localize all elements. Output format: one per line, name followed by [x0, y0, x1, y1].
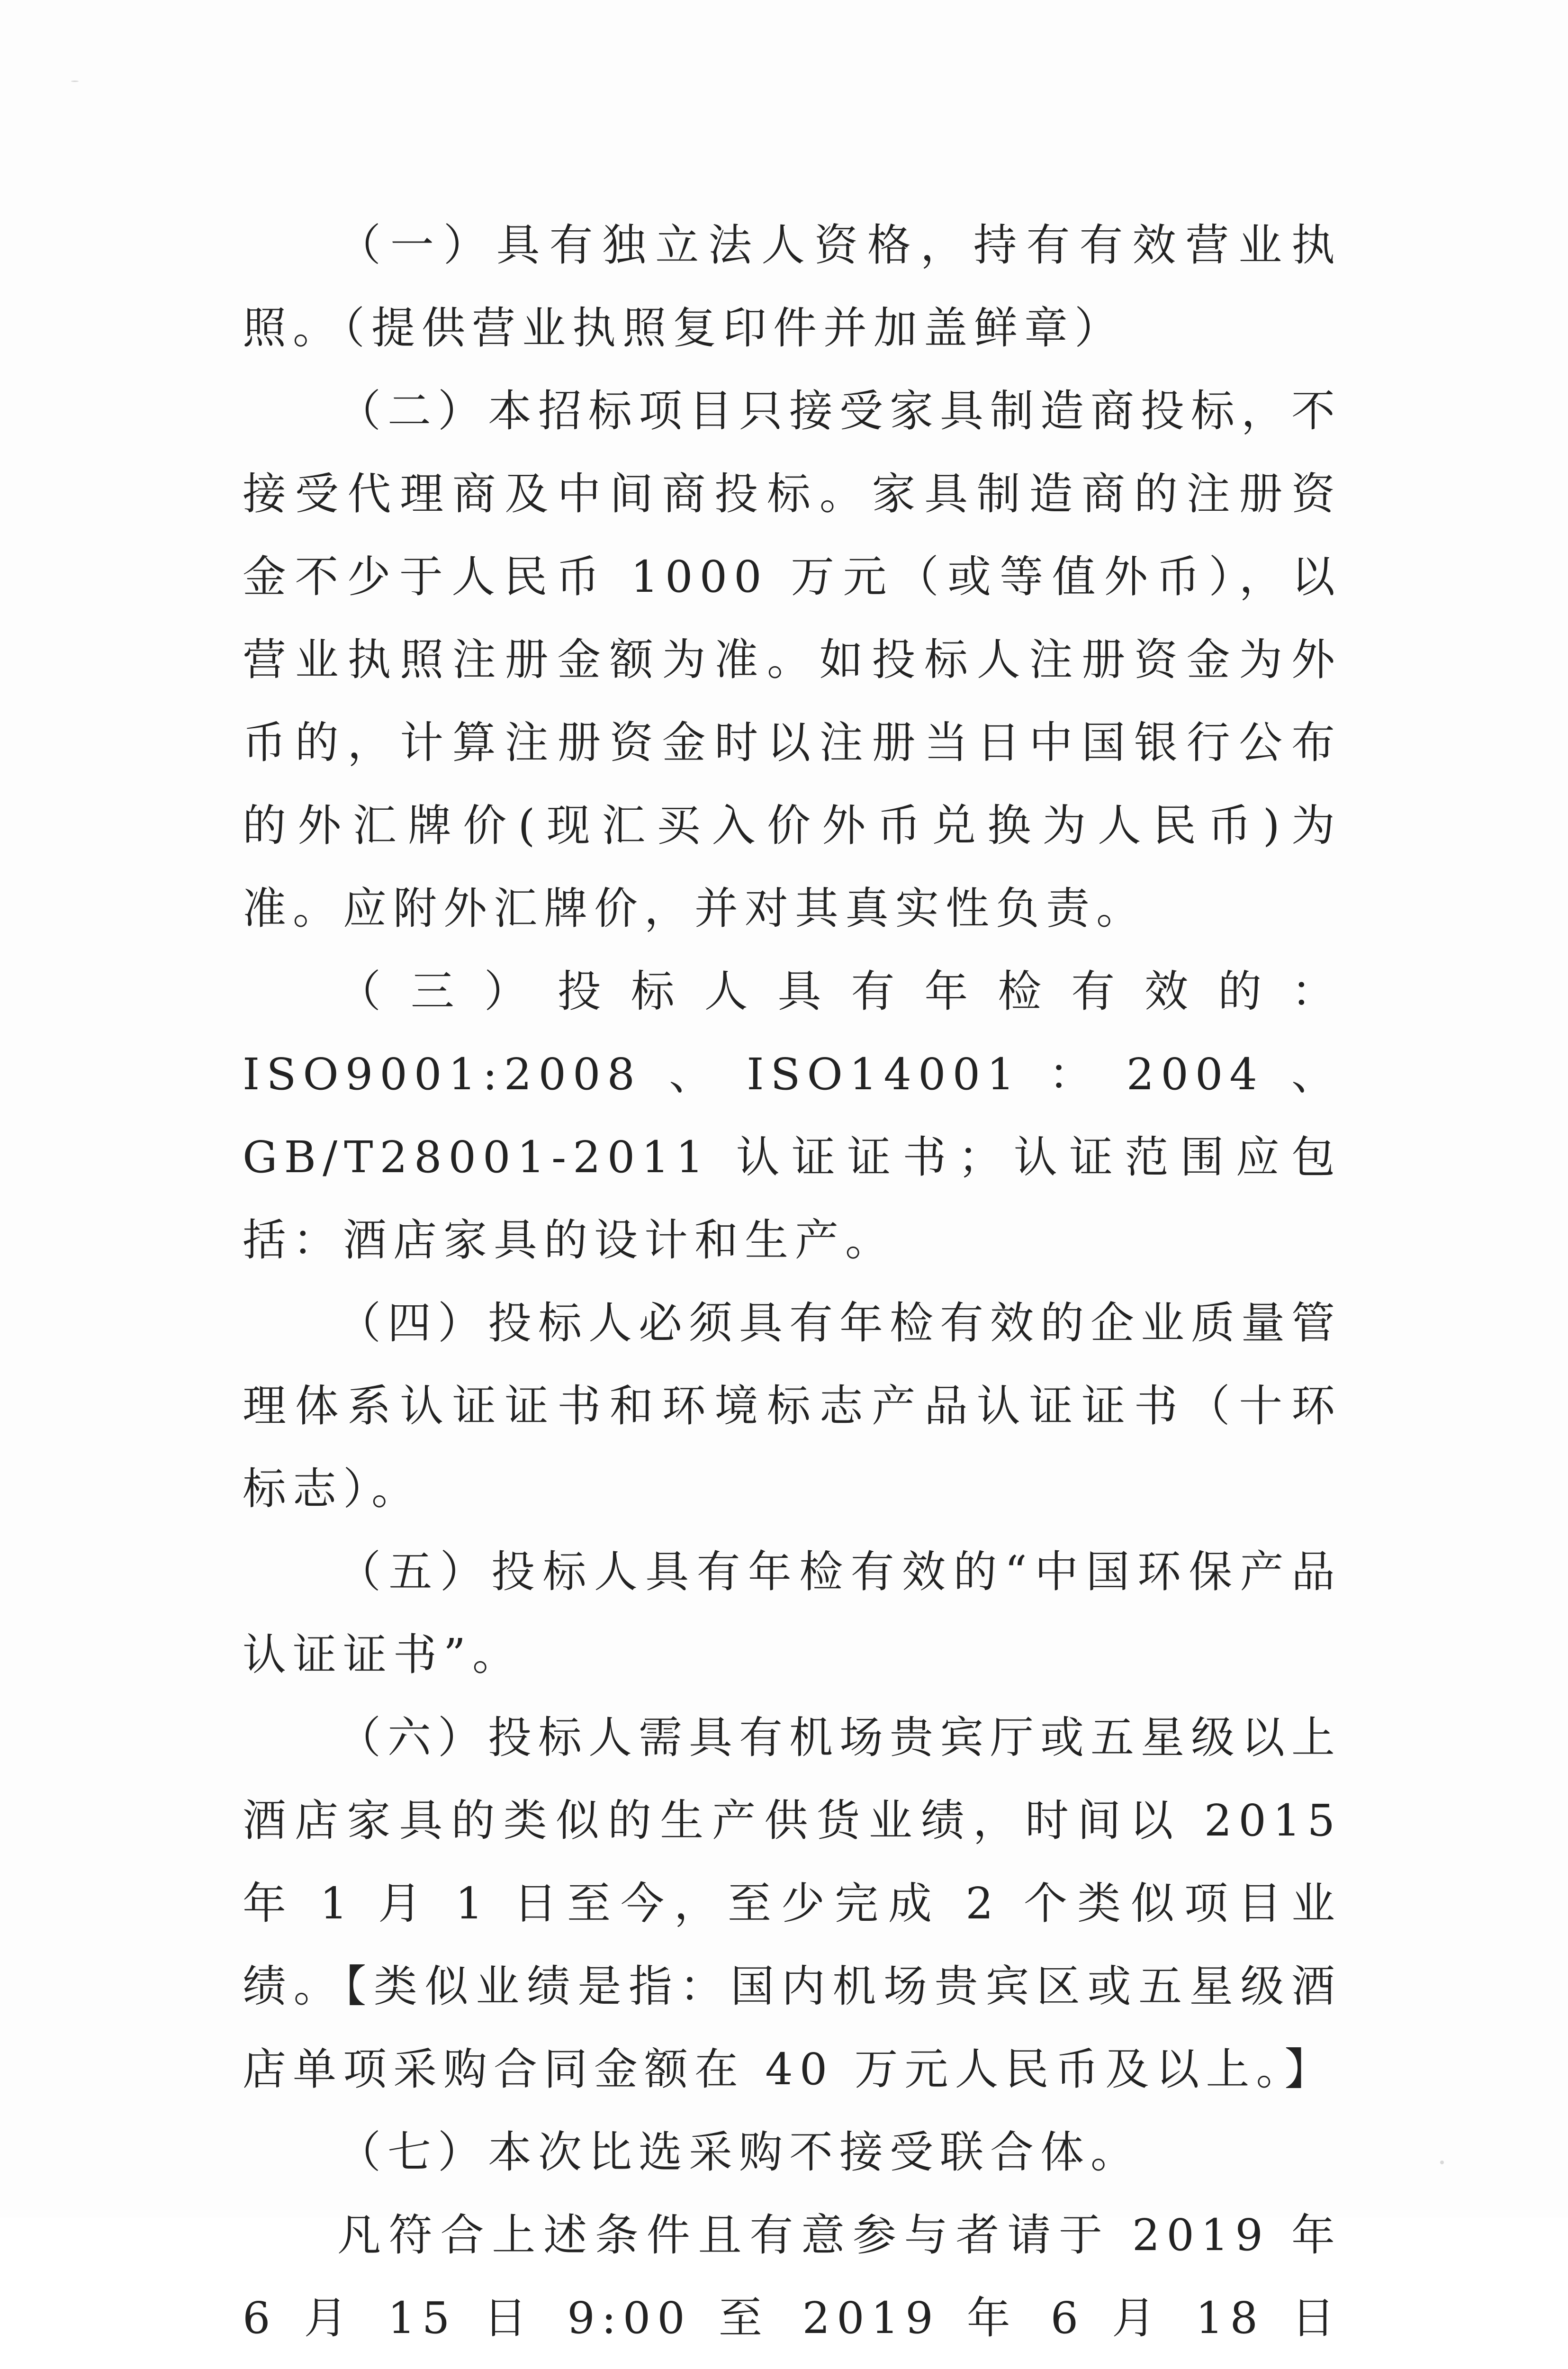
paragraph-qualification-1: （一）具有独立法人资格，持有有效营业执照。（提供营业执照复印件并加盖鲜章）	[243, 220, 1342, 353]
paragraph-submission-instructions: 凡符合上述条件且有意参与者请于 2019 年 6 月 15 日 9:00 至 2019 年 6 月 18 日	[243, 2210, 1342, 2343]
scan-speck	[1440, 2161, 1444, 2164]
paragraph-qualification-4: （四）投标人必须具有年检有效的企业质量管理体系认证证书和环境标志产品认证证书（十环标志）。	[243, 1298, 1342, 1514]
paragraph-qualification-3: （三）投标人具有年检有效的：ISO9001:2008、ISO14001：2004、GB/T28001-2011 认证证书；认证范围应包括：酒店家具的设计和生产。	[243, 966, 1342, 1266]
paragraph-qualification-5: （五）投标人具有年检有效的“中国环保产品认证证书”。	[243, 1546, 1342, 1680]
scan-speck	[71, 81, 79, 82]
paragraph-qualification-7: （七）本次比选采购不接受联合体。	[337, 2127, 1141, 2178]
paragraph-qualification-6: （六）投标人需具有机场贵宾厅或五星级以上酒店家具的类似的生产供货业绩，时间以 2015 年 1 月 1 日至今，至少完成 2 个类似项目业绩。【类似业绩是指：国内机场贵宾区或五星级酒店单项采购合同金额在 40 万元人民币及以上。】	[243, 1712, 1342, 2095]
paragraph-qualification-2: （二）本招标项目只接受家具制造商投标，不接受代理商及中间商投标。家具制造商的注册资金不少于人民币 1000 万元（或等值外币），以营业执照注册金额为准。如投标人注册资金为外币的，计算注册资金时以注册当日中国银行公布的外汇牌价(现汇买入价外币兑换为人民币)为准。应附外汇牌价，并对其真实性负责。	[243, 386, 1342, 934]
document-body	[243, 204, 1342, 2369]
